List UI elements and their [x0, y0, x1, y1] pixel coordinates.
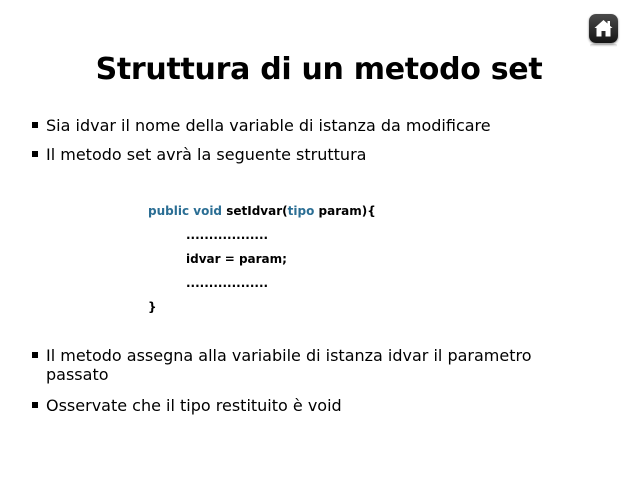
- bullet-item: [29, 346, 589, 384]
- home-button-reflection: [590, 44, 617, 47]
- bullet-item: [29, 145, 589, 164]
- bullet-marker: [32, 151, 38, 157]
- bullet-text: Il metodo assegna alla variabile di istanza idvar il parametro passato: [46, 346, 532, 384]
- code-line-assignment: idvar = param;: [186, 252, 287, 266]
- bullet-item: [29, 116, 589, 135]
- home-button[interactable]: [589, 14, 618, 43]
- bullet-marker: [32, 402, 38, 408]
- code-keyword: tipo: [287, 204, 315, 218]
- bullet-marker: [32, 352, 38, 358]
- code-line-ellipsis: ..................: [186, 228, 269, 242]
- code-line-ellipsis: ..................: [186, 276, 269, 290]
- bullet-text: Osservate che il tipo restituito è void: [46, 396, 342, 415]
- code-keyword: void: [193, 204, 223, 218]
- bullet-text: Sia idvar il nome della variable di istanza da modificare: [46, 116, 491, 135]
- bullet-text: Il metodo set avrà la seguente struttura: [46, 145, 367, 164]
- bullet-marker: [32, 122, 38, 128]
- code-method: setIdvar(: [226, 204, 288, 218]
- code-line-signature: [148, 199, 376, 223]
- slide-title: Struttura di un metodo set: [95, 52, 543, 87]
- code-line-close-brace: }: [148, 300, 157, 314]
- code-param: param){: [318, 204, 376, 218]
- code-keyword: public: [148, 204, 190, 218]
- home-icon: [593, 18, 614, 39]
- bullet-item: [29, 396, 589, 415]
- code-block: [148, 199, 376, 319]
